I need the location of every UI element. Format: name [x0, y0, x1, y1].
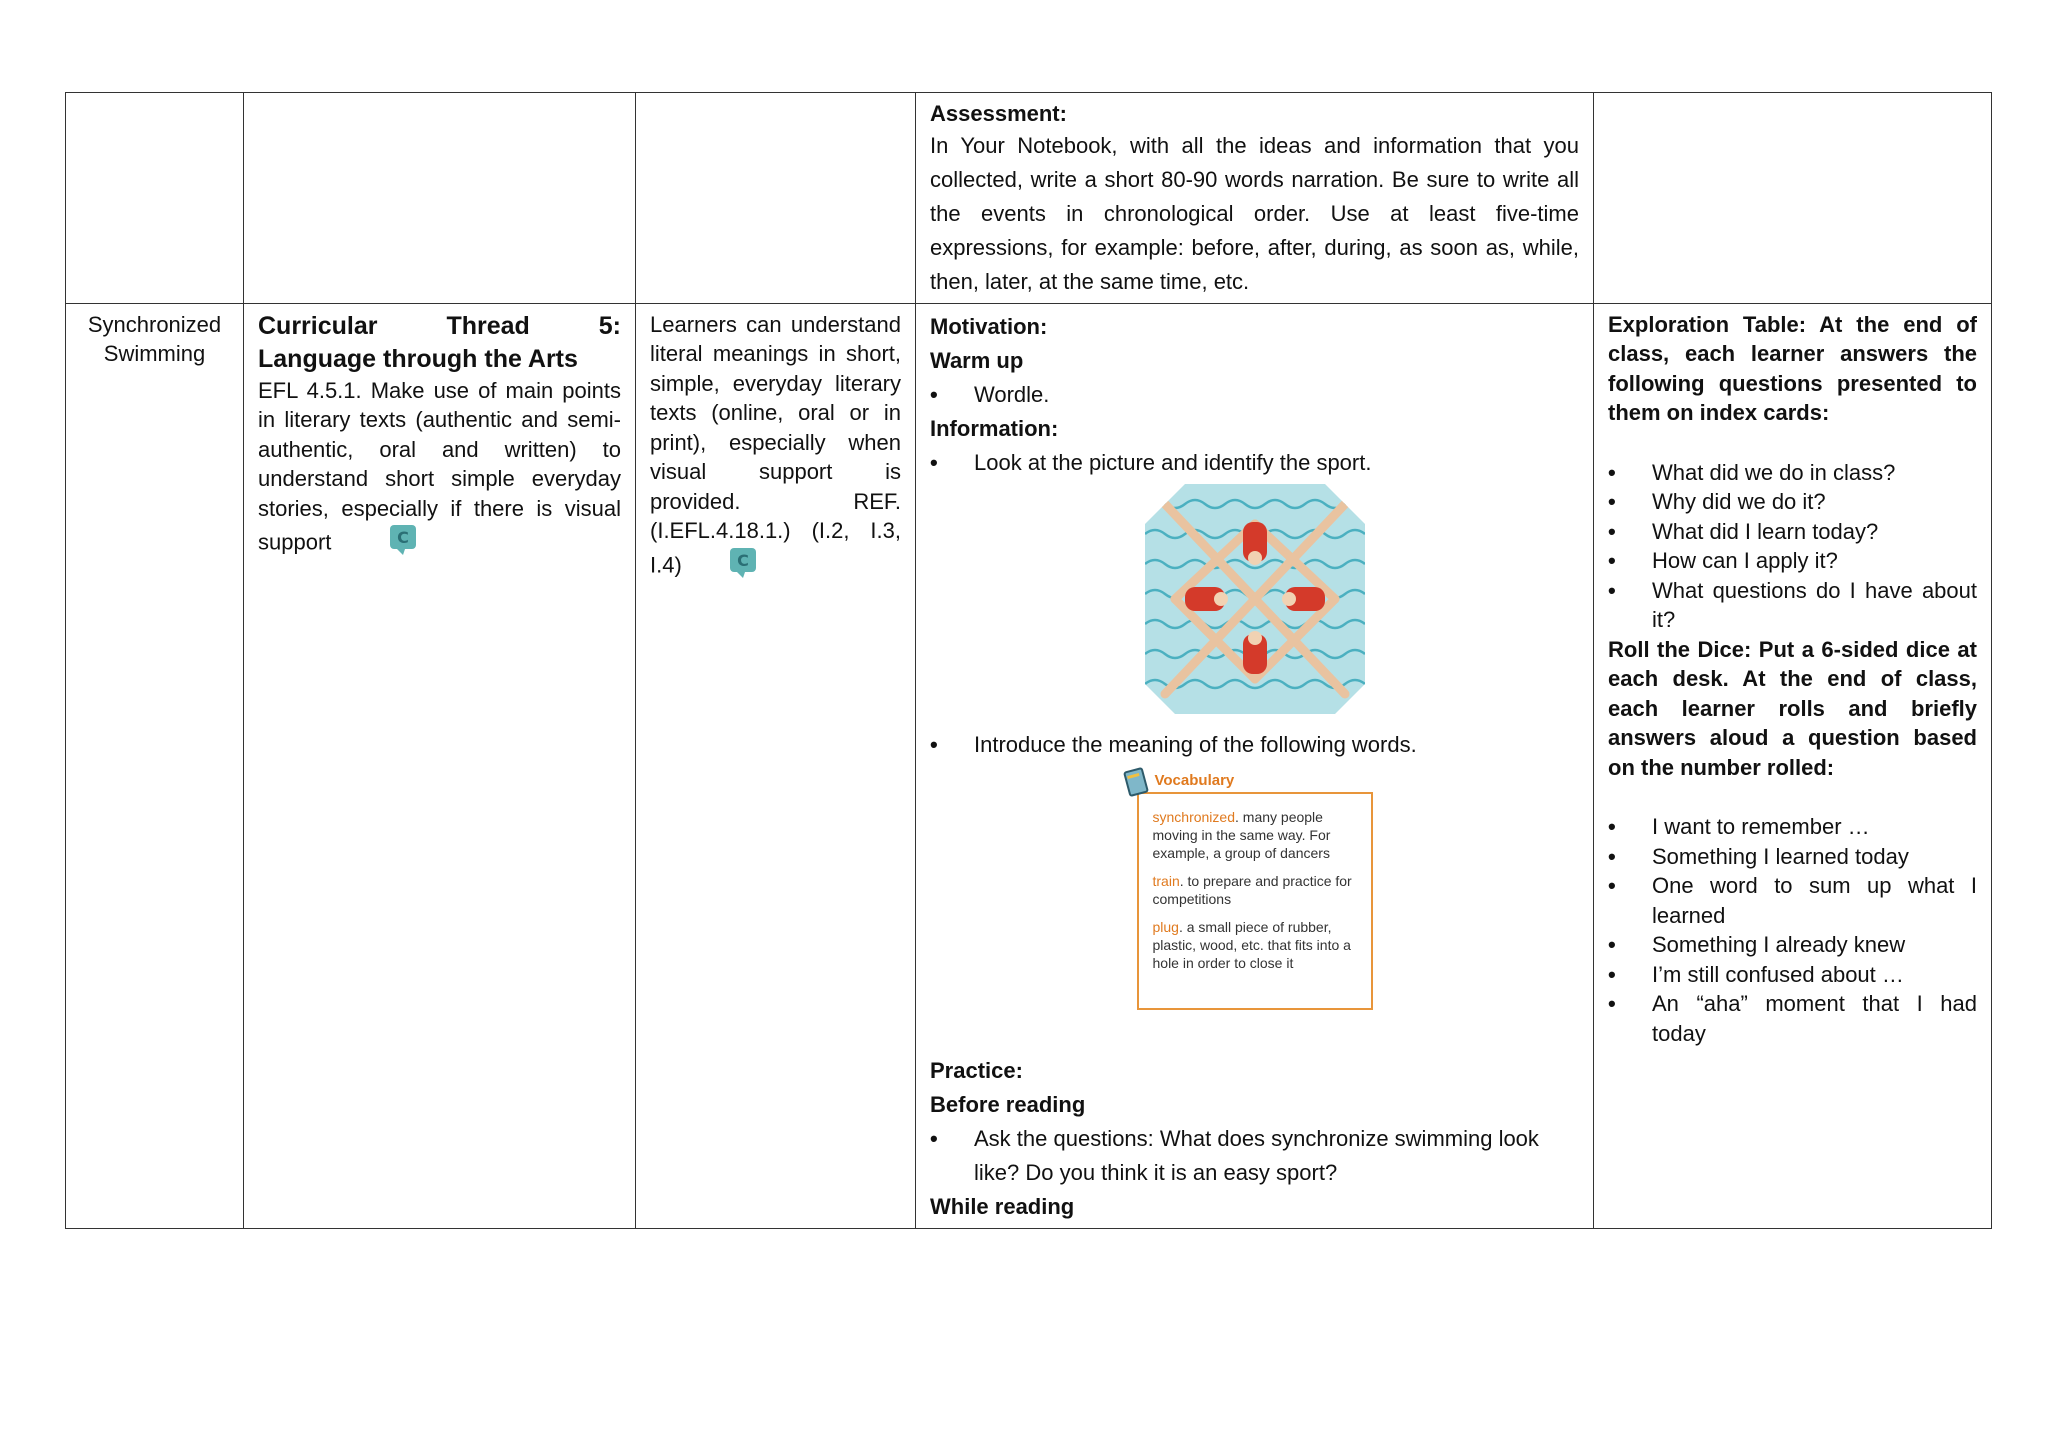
vocab-entry: [1153, 918, 1359, 972]
vocab-term: synchronized: [1152, 808, 1235, 825]
comment-icon[interactable]: [388, 523, 418, 565]
exploration-heading: Exploration Table: At the end of class, each learner answers the following questions presented to them on index cards:: [1608, 311, 1977, 425]
list-item: • I’m still confused about …: [1608, 960, 1977, 990]
list-item: • Wordle.: [930, 378, 1579, 412]
objective-cell: [244, 303, 636, 1228]
warmup-list: [930, 378, 1579, 412]
list-item: • Look at the picture and identify the sport.: [930, 446, 1579, 480]
vocabulary-box: [1137, 771, 1373, 1010]
list-item: • What did we do in class?: [1608, 458, 1977, 488]
intro-list: [930, 728, 1579, 762]
list-item: • Introduce the meaning of the following words.: [930, 728, 1579, 762]
objective-body: EFL 4.5.1. Make use of main points in literary texts (authentic and semi-authentic, oral and written) to understand short simple everyday stories, especially if there is visual support: [258, 377, 621, 555]
information-heading: Information:: [930, 415, 1059, 441]
before-reading-heading: Before reading: [930, 1091, 1086, 1117]
list-item: • I want to remember …: [1608, 812, 1977, 842]
synchronized-swimming-image: [1145, 484, 1365, 714]
book-icon: [1121, 766, 1151, 802]
table-row: [66, 93, 1992, 304]
list-item: • Something I learned today: [1608, 842, 1977, 872]
list-item: • An “aha” moment that I had today: [1608, 989, 1977, 1048]
list-item: • Ask the questions: What does synchronize swimming look like? Do you think it is an easy sport?: [930, 1122, 1579, 1190]
vocab-entry: [1153, 808, 1359, 862]
vocab-definition: . to prepare and practice for competitions: [1152, 872, 1352, 907]
assessment-heading: Assessment:: [930, 101, 1067, 126]
assessment-text: In Your Notebook, with all the ideas and information that you collected, write a short 80-90 words narration. Be sure to write all the events in chronological order. Use at least five-time expressions, for example: before, after, during, as soon as, while, then, later, at the same time, etc.: [930, 132, 1579, 294]
list-item: • What did I learn today?: [1608, 517, 1977, 547]
topic-cell: [66, 303, 244, 1228]
outcome-text: Learners can understand literal meanings in short, simple, everyday literary texts (online, oral or in print), especially when visual support is provided. REF. (I.EFL.4.18.1.) (I.2, I.3, I.4): [650, 311, 901, 578]
dice-heading: Roll the Dice: Put a 6-sided dice at each desk. At the end of class, each learner rolls and briefly answers aloud a question based on the number rolled:: [1608, 636, 1977, 780]
topic-title: Synchronized Swimming: [87, 311, 222, 366]
assessment-cell: [916, 93, 1594, 304]
objective-text: [258, 376, 621, 565]
swimmers-picture: [930, 484, 1579, 724]
practice-heading: Practice:: [930, 1057, 1023, 1083]
lesson-plan-table: [65, 92, 1992, 1229]
vocab-term: plug: [1152, 918, 1179, 935]
before-reading-list: [930, 1122, 1579, 1190]
list-item: • Something I already knew: [1608, 930, 1977, 960]
warmup-heading: Warm up: [930, 347, 1024, 373]
info-list: [930, 446, 1579, 480]
evaluation-cell: [1594, 303, 1992, 1228]
vocabulary-title: Vocabulary: [1151, 772, 1239, 790]
dice-list: [1608, 812, 1977, 1048]
list-item: • One word to sum up what I learned: [1608, 871, 1977, 930]
empty-cell: [66, 93, 244, 304]
table-row: [66, 303, 1992, 1228]
comment-icon[interactable]: [728, 546, 758, 588]
svg-text:C: C: [396, 528, 409, 547]
activities-cell: [916, 303, 1594, 1228]
vocab-entry: [1153, 872, 1359, 908]
list-item: • What questions do I have about it?: [1608, 576, 1977, 635]
motivation-heading: Motivation:: [930, 313, 1048, 339]
empty-cell: [636, 93, 916, 304]
exploration-list: [1608, 458, 1977, 635]
while-reading-heading: While reading: [930, 1193, 1075, 1219]
svg-text:C: C: [737, 550, 749, 570]
vocab-definition: . a small piece of rubber, plastic, wood, etc. that fits into a hole in order to close it: [1152, 918, 1351, 971]
thread-heading: Curricular Thread 5: Language through the Arts: [258, 311, 621, 373]
outcome-cell: [636, 303, 916, 1228]
vocab-term: train: [1152, 872, 1180, 889]
vocab-definition: . many people moving in the same way. For example, a group of dancers: [1152, 808, 1331, 861]
list-item: • How can I apply it?: [1608, 546, 1977, 576]
list-item: • Why did we do it?: [1608, 487, 1977, 517]
empty-cell: [244, 93, 636, 304]
empty-cell: [1594, 93, 1992, 304]
